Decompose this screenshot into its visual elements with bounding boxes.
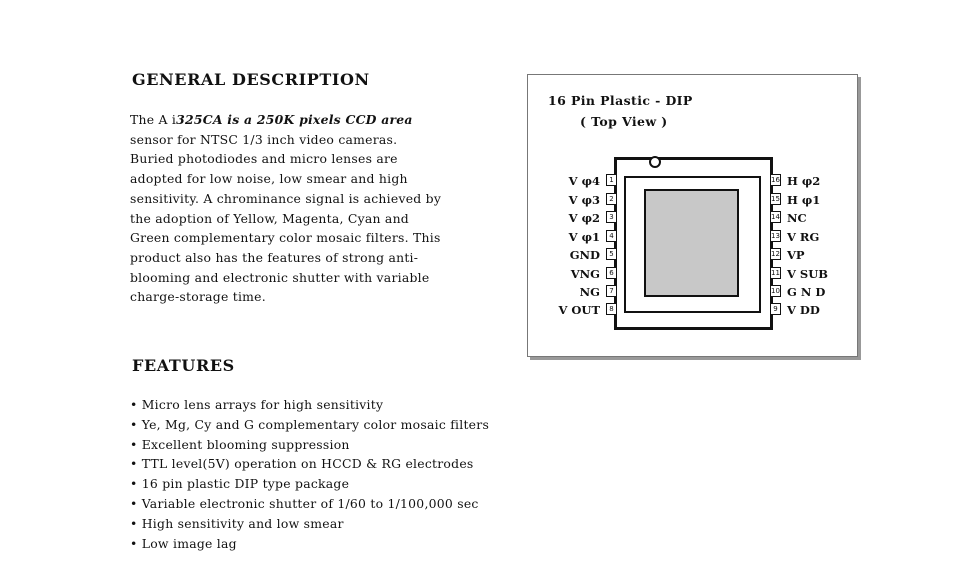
description-line: the adoption of Yellow, Magenta, Cyan and — [130, 210, 409, 226]
pin-14: 14 — [771, 213, 780, 221]
description-line: product also has the features of strong anti- — [130, 249, 419, 265]
description-line: Green complementary color mosaic filters. This — [130, 230, 441, 246]
pin-9-label: V DD — [787, 303, 820, 317]
pin-11: 11 — [771, 269, 780, 277]
pin-1: 1 — [606, 174, 617, 186]
pin-9: 9 — [770, 303, 781, 315]
description-line: blooming and electronic shutter with variable — [130, 269, 430, 285]
pin-7: 7 — [606, 285, 617, 297]
pin-4-label: V φ1 — [568, 230, 600, 244]
pin1-notch-marker — [649, 156, 661, 168]
feature-item: • Low image lag — [130, 535, 237, 551]
feature-item: • 16 pin plastic DIP type package — [130, 476, 350, 492]
pin-10: 10 — [771, 287, 780, 295]
feature-item: • Micro lens arrays for high sensitivity — [130, 397, 384, 412]
general-description-text — [130, 110, 470, 307]
pinout-title: 16 Pin Plastic - DIP — [548, 93, 693, 108]
sensor-image-area — [644, 189, 739, 297]
intro-emphasis: 325CA is a 250K pixels CCD area — [176, 112, 413, 127]
features-heading: FEATURES — [132, 356, 235, 375]
pin-13: 13 — [771, 232, 780, 240]
features-list — [130, 395, 489, 553]
pin-6-label: VNG — [570, 267, 600, 281]
pin-7-label: NG — [579, 285, 600, 299]
general-description-heading: GENERAL DESCRIPTION — [132, 70, 370, 89]
pin-16: 16 — [771, 176, 780, 184]
feature-item: • High sensitivity and low smear — [130, 515, 344, 531]
pin-11-label: V SUB — [787, 267, 828, 281]
pinout-diagram-box — [527, 74, 858, 357]
pin-15: 15 — [771, 195, 780, 203]
pin-5-label: GND — [569, 248, 600, 262]
pin-5: 5 — [606, 248, 617, 260]
pin-12: 12 — [771, 250, 780, 258]
pin-2-label: V φ3 — [568, 193, 600, 207]
description-line: adopted for low noise, low smear and high — [130, 171, 408, 187]
pin-16-label: H φ2 — [787, 174, 821, 188]
pinout-subtitle: ( Top View ) — [580, 114, 668, 129]
description-line: sensor for NTSC 1/3 inch video cameras. — [130, 131, 398, 147]
feature-item: • TTL level(5V) operation on HCCD & RG electrodes — [130, 456, 474, 472]
feature-item: • Ye, Mg, Cy and G complementary color mosaic filters — [130, 416, 490, 432]
pin-14-label: NC — [787, 211, 807, 225]
pin-12-label: VP — [787, 248, 805, 262]
pin-4: 4 — [606, 230, 617, 242]
pin-3: 3 — [606, 211, 617, 223]
pin-3-label: V φ2 — [568, 211, 600, 225]
description-intro-line — [130, 110, 470, 130]
pin-8: 8 — [606, 303, 617, 315]
feature-item: • Excellent blooming suppression — [130, 436, 350, 452]
description-line: charge-storage time. — [130, 289, 266, 305]
description-line: Buried photodiodes and micro lenses are — [130, 151, 398, 167]
pin-13-label: V RG — [787, 230, 820, 244]
pin-10-label: G N D — [787, 285, 826, 299]
description-line: sensitivity. A chrominance signal is achieved by — [130, 190, 442, 206]
pin-15-label: H φ1 — [787, 193, 821, 207]
pin-2: 2 — [606, 193, 617, 205]
pin-1-label: V φ4 — [568, 174, 600, 188]
intro-prefix: The A i — [130, 112, 177, 127]
pin-8-label: V OUT — [558, 303, 600, 317]
feature-item: • Variable electronic shutter of 1/60 to 1/100,000 sec — [130, 495, 479, 511]
pin-6: 6 — [606, 267, 617, 279]
